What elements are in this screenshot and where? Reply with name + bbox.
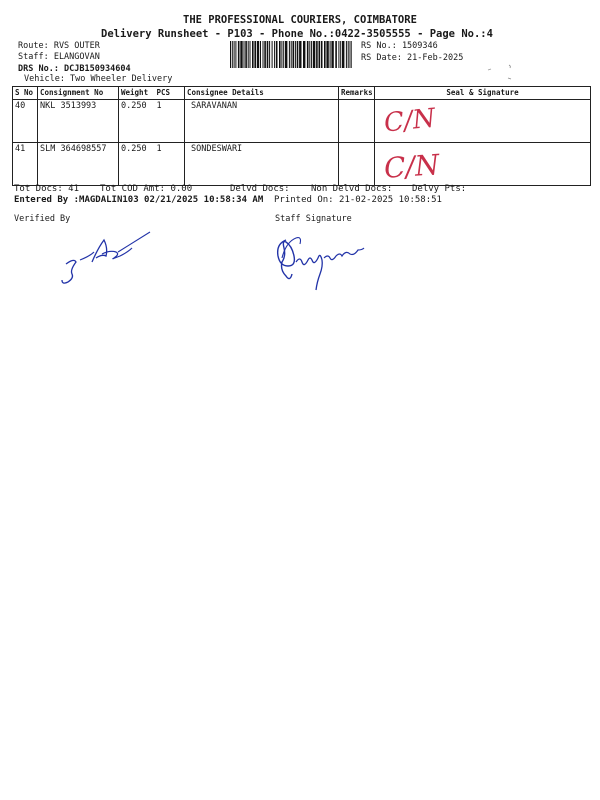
cell-sno: 40 xyxy=(13,100,38,143)
cell-consignee: SARAVANAN xyxy=(185,100,339,143)
col-sno: S No xyxy=(13,87,38,100)
verified-signature xyxy=(58,224,158,286)
margin-marks xyxy=(482,56,522,86)
total-cod-amount: Tot COD Amt: 0.00 xyxy=(100,184,193,194)
col-seal: Seal & Signature xyxy=(375,87,591,100)
rs-number: RS No.: 1509346 xyxy=(361,41,438,51)
vehicle-label: Vehicle: Two Wheeler Delivery xyxy=(24,74,173,84)
cn-handwriting-1: C/N xyxy=(382,103,437,139)
col-remarks: Remarks xyxy=(339,87,375,100)
entered-by: Entered By :MAGDALIN103 02/21/2025 10:58:34 AM xyxy=(14,195,264,205)
cell-sno: 41 xyxy=(13,143,38,186)
delivery-points: Delvy Pts: xyxy=(412,184,467,194)
company-title: THE PROFESSIONAL COURIERS, COIMBATORE xyxy=(183,14,417,26)
staff-signature xyxy=(272,228,368,294)
verified-by-label: Verified By xyxy=(14,214,71,224)
cell-remarks xyxy=(339,100,375,143)
cell-consignee: SONDESWARI xyxy=(185,143,339,186)
col-consignee: Consignee Details xyxy=(185,87,339,100)
barcode-image xyxy=(230,41,352,68)
runsheet-table xyxy=(12,86,591,186)
col-pcs: PCS xyxy=(155,87,185,100)
runsheet-title: Delivery Runsheet - P103 - Phone No.:0422-3505555 - Page No.:4 xyxy=(101,28,493,40)
cell-pcs: 1 xyxy=(155,100,185,143)
non-delivered-docs: Non Delvd Docs: xyxy=(311,184,393,194)
table-header-row xyxy=(13,87,591,100)
col-weight: Weight xyxy=(119,87,155,100)
cell-remarks xyxy=(339,143,375,186)
total-docs: Tot Docs: 41 xyxy=(14,184,80,194)
col-consignment: Consignment No xyxy=(38,87,119,100)
staff-label: Staff: ELANGOVAN xyxy=(18,52,100,62)
cn-handwriting-2: C/N xyxy=(382,148,441,185)
cell-pcs: 1 xyxy=(155,143,185,186)
rs-date: RS Date: 21-Feb-2025 xyxy=(361,53,464,63)
cell-weight: 0.250 xyxy=(119,143,155,186)
table-row xyxy=(13,100,591,143)
staff-signature-label: Staff Signature xyxy=(275,214,352,224)
printed-on: Printed On: 21-02-2025 10:58:51 xyxy=(274,195,442,205)
cell-consignment: NKL 3513993 xyxy=(38,100,119,143)
table-row xyxy=(13,143,591,186)
route-label: Route: RVS OUTER xyxy=(18,41,100,51)
delivered-docs: Delvd Docs: xyxy=(230,184,290,194)
cell-weight: 0.250 xyxy=(119,100,155,143)
cell-consignment: SLM 364698557 xyxy=(38,143,119,186)
drs-number: DRS No.: DCJB150934604 xyxy=(18,64,131,74)
